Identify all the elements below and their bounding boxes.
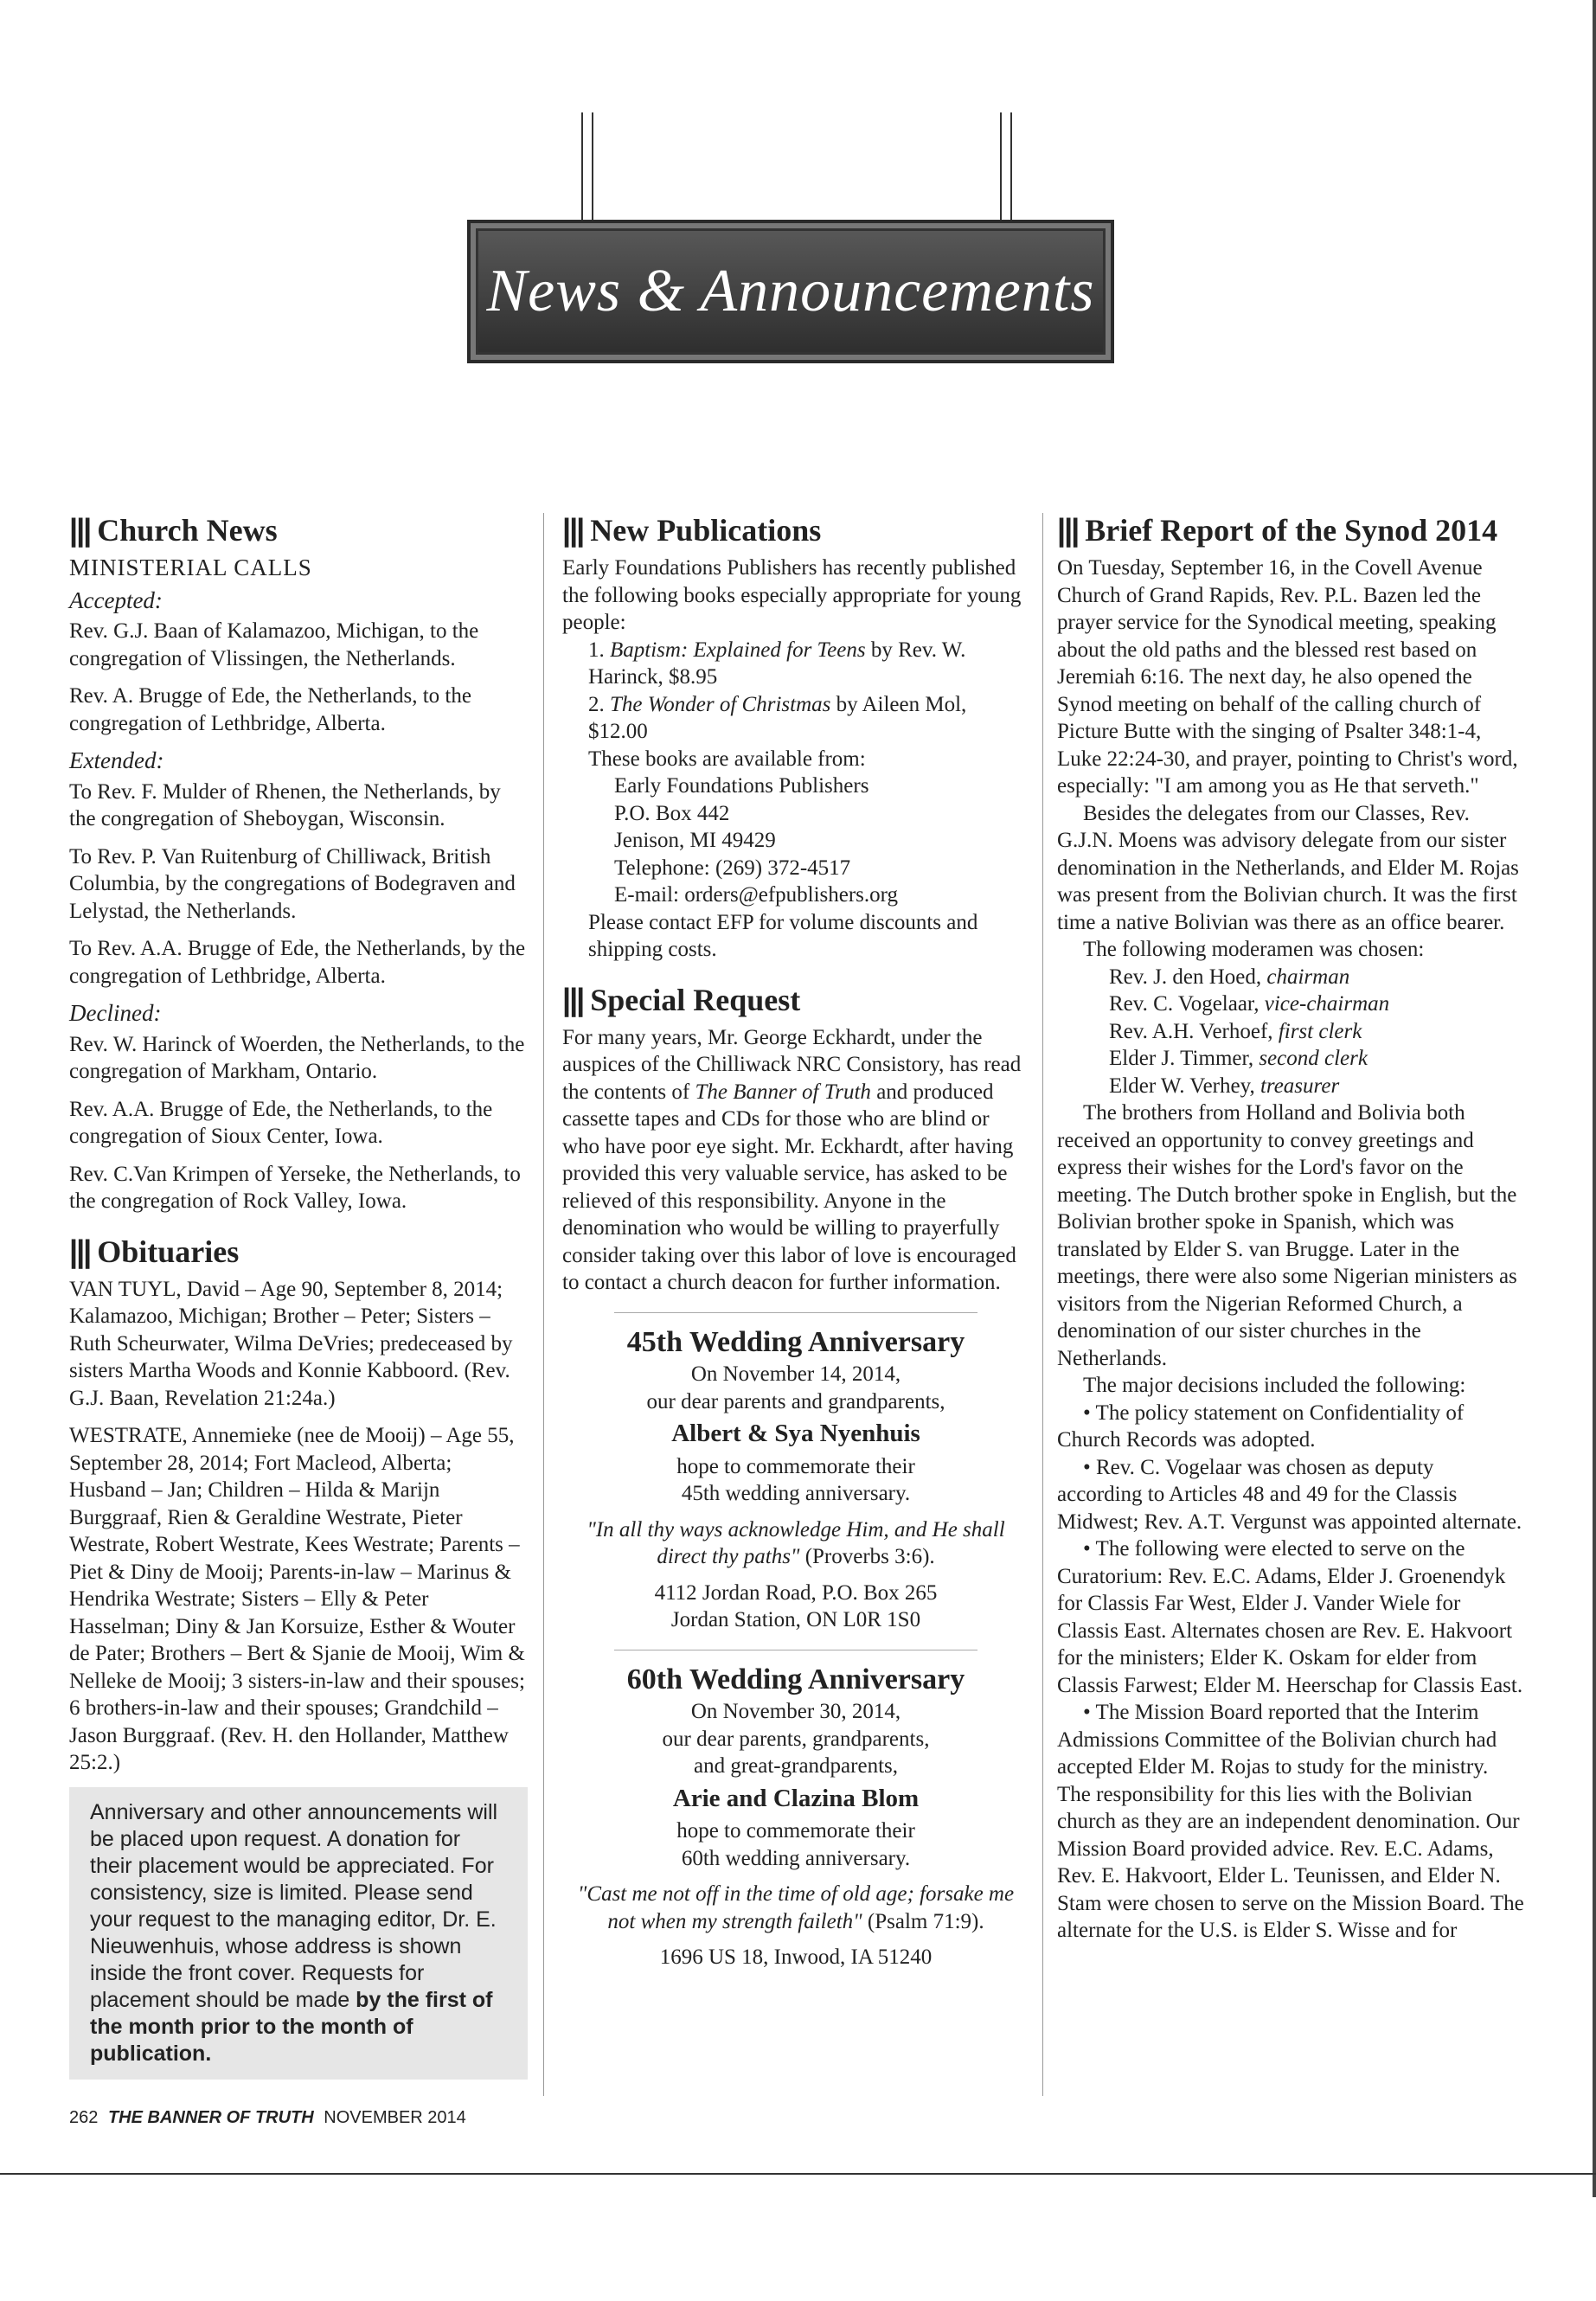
publisher-address: Early Foundations Publishers P.O. Box 442 Jenison, MI 49429 Telephone: (269) 372-4517 E-mail: orders@efpublishers.org bbox=[614, 774, 899, 907]
notice-text: Anniversary and other announcements will be placed upon request. A donation for their placement would be appreciated. For consistency, size is limited. Please send your request to the managing editor, Dr. E. Nieuwenhuis, whose address is shown inside the front cover. Requests for placement should be made bbox=[90, 1799, 498, 2012]
synod-paragraph: The brothers from Holland and Bolivia both received an opportunity to convey greetings and express their wishes for the Lord's favor on the meeting. The Dutch brother spoke in English, but the Bolivian brother spoke in Spanish, which was translated by Elder S. van Brugge. Later in the meetings, there were also some Nigerian ministers as visitors from the Nigerian Reformed Church, a denomination of our sister churches in the Netherlands. bbox=[1057, 1101, 1517, 1370]
call-item: To Rev. P. Van Ruitenburg of Chilliwack, British Columbia, by the congregations of Bodegraven and Lelystad, the Netherlands. bbox=[69, 844, 516, 923]
book-item: 1. Baptism: Explained for Teens by Rev. W. Harinck, $8.95 bbox=[588, 638, 966, 689]
call-item: Rev. W. Harinck of Woerden, the Netherlands, to the congregation of Markham, Ontario. bbox=[69, 1032, 525, 1083]
anniversary-45-title: 45th Wedding Anniversary bbox=[626, 1325, 965, 1358]
anniversary-60: 60th Wedding Anniversary On November 30, 2014, our dear parents, grandparents, and great-grandparents, Arie and Clazina Blom hope to commemorate their 60th wedding anniversary. "Cast me not off in the time of old age; forsake me not when my strength faileth" (Psalm 71:9). 1696 US 18, Inwood, IA 51240 bbox=[562, 1666, 1029, 1971]
column-left bbox=[69, 513, 528, 2080]
notice-deadline: by the first of the month prior to the month of publication. bbox=[90, 1987, 493, 2066]
call-item: To Rev. F. Mulder of Rhenen, the Netherlands, by the congregation of Sheboygan, Wisconsin. bbox=[69, 779, 501, 830]
announcement-notice bbox=[69, 1787, 528, 2080]
publications-contact: Please contact EFP for volume discounts and shipping costs. bbox=[588, 910, 978, 961]
synod-decision: • Rev. C. Vogelaar was chosen as deputy according to Articles 48 and 49 for the Classis Midwest; Rev. A.T. Vergunst was appointed alternate. bbox=[1057, 1455, 1522, 1534]
special-request-heading: ||| Special Request bbox=[562, 981, 801, 1017]
synod-paragraph: The following moderamen was chosen: bbox=[1083, 938, 1425, 961]
availability-line: These books are available from: bbox=[588, 747, 866, 771]
banner-chain-left bbox=[581, 112, 593, 220]
moderamen-list bbox=[1057, 964, 1524, 1100]
synod-report-heading: ||| Brief Report of the Synod 2014 bbox=[1057, 512, 1498, 548]
moderamen-item: Elder J. Timmer, second clerk bbox=[1109, 1047, 1368, 1070]
obituary-item: WESTRATE, Annemieke (nee de Mooij) – Age 55, September 28, 2014; Fort Macleod, Alberta; Husband – Jan; Children – Hilda & Marijn Burggraaf, Rien & Geraldine Westrate, Pieter Westrate, Robert Westrate, Kees Westrate; Parents – Piet & Diny de Mooij; Parents-in-law – Marinus & Hendrika Westrate; Sisters – Elly & Peter Hasselman; Diny & Jan Korsuize, Esther & Wouter de Pater; Brothers – Bert & Sjanie de Mooij, Wim & Nelleke de Mooij; 3 sisters-in-law and their spouses; 6 brothers-in-law and their spouses; Grandchild – Jason Burggraaf. (Rev. H. den Hollander, Matthew 25:2.) bbox=[69, 1424, 525, 1774]
synod-decision: • The following were elected to serve on the Curatorium: Rev. E.C. Adams, Elder J. Groenendyk for Classis Far West, Elder J. Vander Wiele for Classis East. Alternates chosen are Rev. E. Hakvoort for the ministers; Elder K. Oskam for elder from Classis Farwest; Elder M. Heerschap for Classis East. bbox=[1057, 1537, 1523, 1697]
couple-names: Arie and Clazina Blom bbox=[672, 1784, 920, 1812]
synod-paragraph: On Tuesday, September 16, in the Covell Avenue Church of Grand Rapids, Rev. P.L. Bazen led the prayer service for the Synodical meeting, speaking about the old paths and the blessed rest based on Jeremiah 6:16. The next day, he also opened the Synod meeting on behalf of the calling church of Picture Butte with the singing of Psalter 348:1-4, Luke 22:24-30, and prayer, pointing to Christ's word, especially: "I am among you as He that serveth." bbox=[1057, 556, 1518, 798]
anniversary-verse: "In all thy ways acknowledge Him, and He shall direct thy paths" (Proverbs 3:6). bbox=[586, 1517, 1005, 1568]
page-number: 262 bbox=[69, 2108, 99, 2127]
new-publications-heading: ||| New Publications bbox=[562, 512, 822, 548]
obituary-item: VAN TUYL, David – Age 90, September 8, 2014; Kalamazoo, Michigan; Brother – Peter; Sisters – Ruth Scheurwater, Wilma DeVries; predeceased by sisters Martha Woods and Konnie Kabboord. (Rev. G.J. Baan, Revelation 21:24a.) bbox=[69, 1277, 513, 1410]
moderamen-item: Rev. A.H. Verhoef, first clerk bbox=[1109, 1019, 1362, 1043]
column-divider-1 bbox=[543, 513, 544, 2096]
page-footer bbox=[69, 2108, 466, 2128]
extended-label: Extended: bbox=[69, 747, 164, 773]
obituaries-heading: ||| Obituaries bbox=[69, 1233, 240, 1269]
call-item: Rev. G.J. Baan of Kalamazoo, Michigan, to the congregation of Vlissingen, the Netherlands. bbox=[69, 619, 479, 670]
special-request-text: For many years, Mr. George Eckhardt, under the auspices of the Chilliwack NRC Consistory, has read the contents of The Banner of Truth and produced cassette tapes and CDs for those who are blind or who have poor eye sight. Mr. Eckhardt, after having provided this very valuable service, has asked to be relieved of this responsibility. Anyone in the denomination who would be willing to prayerfully consider taking over this labor of love is encouraged to contact a church deacon for further information. bbox=[562, 1025, 1022, 1294]
divider bbox=[614, 1312, 977, 1313]
call-item: Rev. C.Van Krimpen of Yerseke, the Netherlands, to the congregation of Rock Valley, Iowa. bbox=[69, 1162, 521, 1213]
couple-names: Albert & Sya Nyenhuis bbox=[671, 1420, 920, 1447]
banner-title: News & Announcements bbox=[486, 258, 1095, 324]
page-bottom-edge bbox=[0, 2173, 1596, 2175]
publications-intro: Early Foundations Publishers has recently published the following books especially appropriate for young people: bbox=[562, 556, 1022, 634]
section-banner bbox=[467, 220, 1114, 363]
synod-decision: • The policy statement on Confidentiality of Church Records was adopted. bbox=[1057, 1400, 1465, 1452]
moderamen-item: Elder W. Verhey, treasurer bbox=[1109, 1074, 1340, 1098]
anniversary-45: 45th Wedding Anniversary On November 14, 2014, our dear parents and grandparents, Albert & Sya Nyenhuis hope to commemorate their 45th wedding anniversary. "In all thy ways acknowledge Him, and He shall direct thy paths" (Proverbs 3:6). 4112 Jordan Road, P.O. Box 265 Jordan Station, ON L0R 1S0 bbox=[562, 1329, 1029, 1634]
call-item: Rev. A.A. Brugge of Ede, the Netherlands, to the congregation of Sioux Center, Iowa. bbox=[69, 1097, 493, 1148]
column-divider-2 bbox=[1042, 513, 1043, 2096]
issue-date: NOVEMBER 2014 bbox=[324, 2108, 466, 2127]
ministerial-calls-heading: MINISTERIAL CALLS bbox=[69, 554, 312, 580]
accepted-label: Accepted: bbox=[69, 586, 163, 613]
banner-chain-right bbox=[1000, 112, 1012, 220]
church-news-heading: ||| Church News bbox=[69, 512, 278, 548]
synod-paragraph: The major decisions included the following: bbox=[1083, 1374, 1466, 1397]
anniversary-60-title: 60th Wedding Anniversary bbox=[626, 1663, 965, 1695]
publication-name: THE BANNER OF TRUTH bbox=[107, 2108, 314, 2127]
call-item: Rev. A. Brugge of Ede, the Netherlands, to the congregation of Lethbridge, Alberta. bbox=[69, 684, 471, 735]
page-edge bbox=[1593, 0, 1596, 2197]
synod-paragraph: Besides the delegates from our Classes, Rev. G.J.N. Moens was advisory delegate from our sister denomination in the Netherlands, and Elder M. Rojas was present from the Bolivian church. It was the first time a native Bolivian was there as an office bearer. bbox=[1057, 801, 1519, 934]
column-middle bbox=[562, 513, 1029, 1971]
column-right bbox=[1057, 513, 1524, 1945]
synod-decision: • The Mission Board reported that the Interim Admissions Committee of the Bolivian church had accepted Elder M. Rojas to study for the ministry. The responsibility for this lies with the Bolivian church as they are an independent denomination. Our Mission Board provided advice. Rev. E.C. Adams, Rev. E. Hakvoort, Elder L. Teunissen, and Elder N. Stam were chosen to serve on the Mission Board. The alternate for the U.S. is Elder S. Wisse and for bbox=[1057, 1701, 1524, 1942]
moderamen-item: Rev. J. den Hoed, chairman bbox=[1109, 965, 1350, 989]
moderamen-item: Rev. C. Vogelaar, vice-chairman bbox=[1109, 992, 1390, 1016]
call-item: To Rev. A.A. Brugge of Ede, the Netherlands, by the congregation of Lethbridge, Alberta. bbox=[69, 937, 526, 988]
book-item: 2. The Wonder of Christmas by Aileen Mol, $12.00 bbox=[588, 692, 967, 743]
declined-label: Declined: bbox=[69, 1000, 162, 1026]
anniversary-verse: "Cast me not off in the time of old age; forsake me not when my strength faileth" (Psalm 71:9). bbox=[577, 1882, 1015, 1933]
